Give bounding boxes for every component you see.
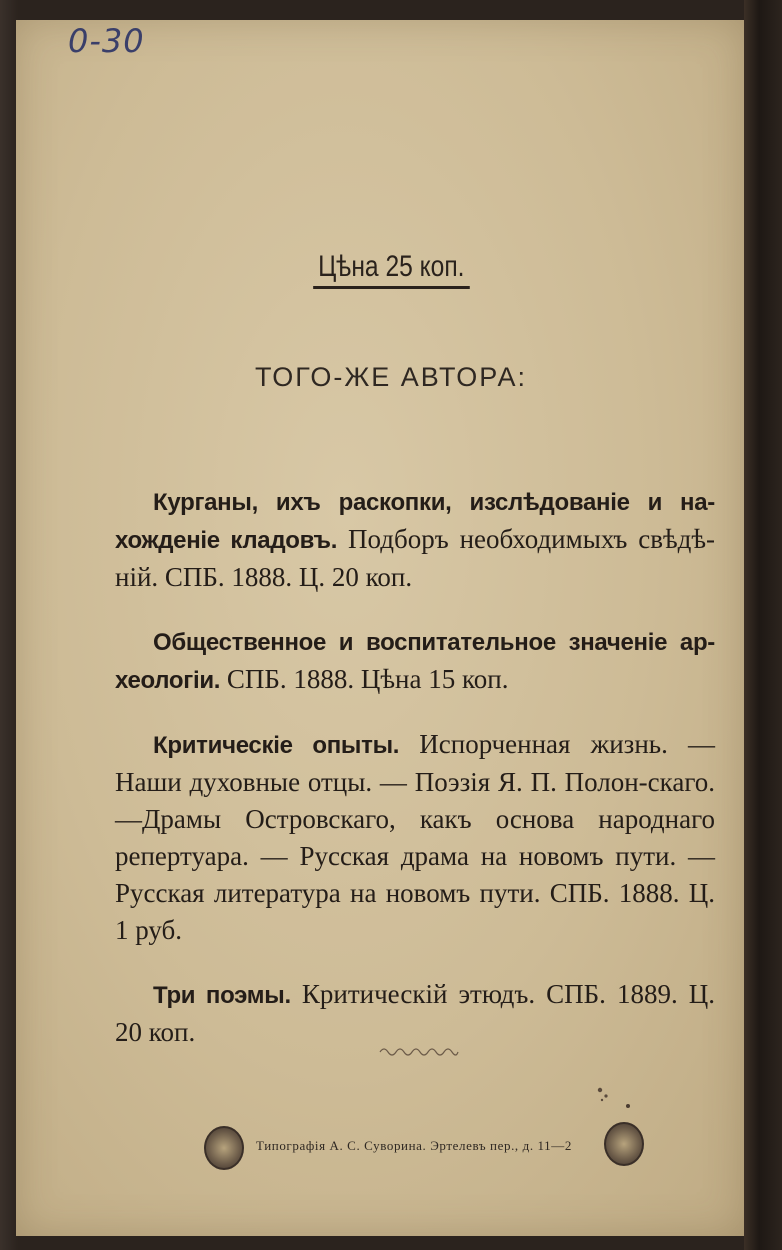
book-entry — [115, 483, 715, 596]
book-entry — [115, 976, 715, 1051]
book-spine — [744, 0, 782, 1250]
printer-seal-right-icon — [604, 1122, 644, 1166]
printer-seal-left-icon — [204, 1126, 244, 1170]
ink-specks — [594, 1080, 634, 1110]
ornament-divider — [378, 1044, 460, 1058]
book-details: Критическій этюдъ. СПБ. 1889. Ц. 20 коп. — [115, 979, 716, 1047]
book-title: Общественное и воспитательное значеніе ар-хеологіи. — [115, 629, 715, 694]
book-entry — [115, 726, 715, 949]
handwritten-shelf-mark: 0-30 — [68, 22, 145, 60]
book-details: Подборъ необходимыхъ свѣдѣ-ній. СПБ. 1888. Ц. 20 коп. — [115, 524, 715, 592]
book-title: Критическіе опыты. — [153, 732, 400, 759]
book-entry — [115, 623, 715, 699]
price-label — [0, 250, 782, 289]
book-details: СПБ. 1888. Цѣна 15 коп. — [220, 664, 509, 694]
book-title: Курганы, ихъ раскопки, изслѣдованіе и на-хожденіе кладовъ. — [115, 489, 715, 554]
price-text: Цѣна 25 коп. — [313, 250, 469, 289]
book-title: Три поэмы. — [153, 982, 291, 1009]
printer-footer — [204, 1122, 644, 1166]
book-list — [115, 456, 715, 1066]
section-heading: ТОГО-ЖЕ АВТОРА: — [254, 362, 528, 392]
printer-imprint: Типографія А. С. Суворина. Эртелевъ пер., д. 11—2 — [256, 1138, 572, 1153]
book-details: Испорченная жизнь. — Наши духовные отцы. — Поэзія Я. П. Полон-скаго.—Драмы Островскаго, какъ основа народнаго репертуара. — Русская драма на новомъ пути. — Русская литература на новомъ пути. СПБ. 1888. Ц. 1 руб. — [115, 729, 716, 945]
